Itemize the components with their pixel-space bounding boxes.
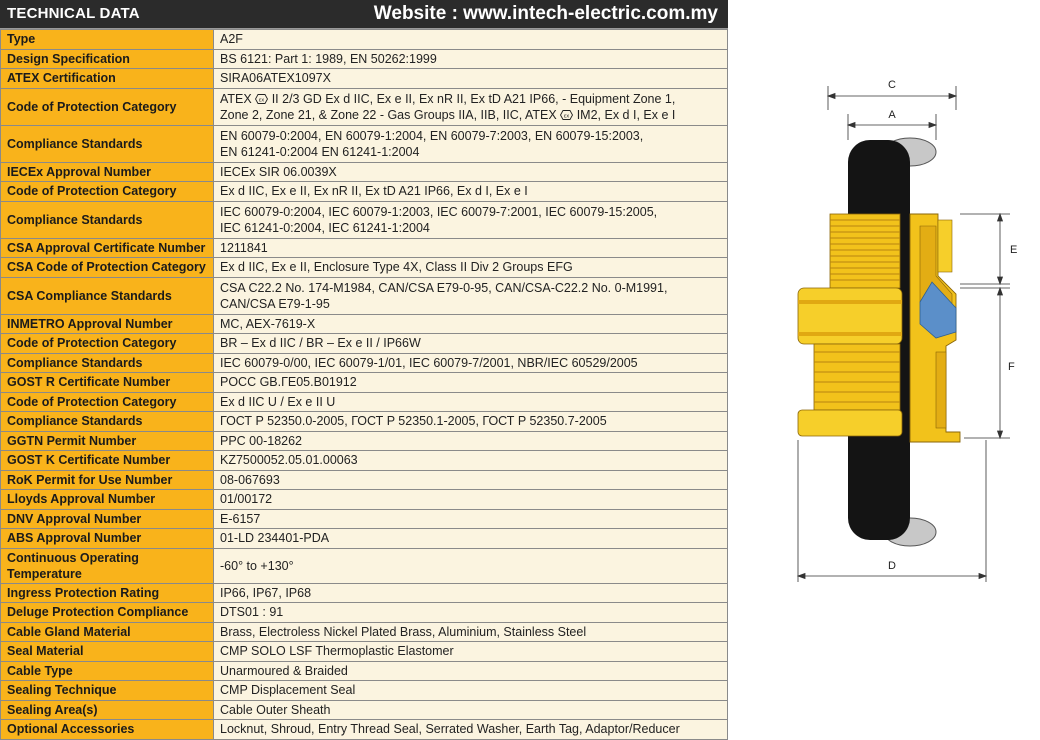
row-label: Sealing Technique xyxy=(1,681,214,701)
dimension-label-c: C xyxy=(888,79,896,91)
entry-thread xyxy=(830,214,900,288)
row-value: BS 6121: Part 1: 1989, EN 50262:1999 xyxy=(214,49,728,69)
row-value: CMP SOLO LSF Thermoplastic Elastomer xyxy=(214,642,728,662)
row-value: 1211841 xyxy=(214,238,728,258)
table-row xyxy=(1,258,728,278)
table-row xyxy=(1,125,728,162)
gland-cross-section xyxy=(760,70,1040,600)
spec-table xyxy=(0,29,728,740)
value-line-1: CSA C22.2 No. 174-M1984, CAN/CSA E79-0-95, CAN/CSA-C22.2 No. 0-M1991, xyxy=(220,280,668,295)
row-value: Locknut, Shroud, Entry Thread Seal, Serrated Washer, Earth Tag, Adaptor/Reducer xyxy=(214,720,728,740)
table-row xyxy=(1,509,728,529)
table-row xyxy=(1,412,728,432)
table-row xyxy=(1,720,728,740)
row-label: Compliance Standards xyxy=(1,353,214,373)
table-row xyxy=(1,30,728,50)
value-line-1: IEC 60079-0:2004, IEC 60079-1:2003, IEC 60079-7:2001, IEC 60079-15:2005, xyxy=(220,204,658,219)
atex-prefix: ATEX xyxy=(220,91,252,106)
table-row xyxy=(1,277,728,314)
row-label: Compliance Standards xyxy=(1,125,214,162)
cable-gland-drawing xyxy=(760,70,1040,600)
row-value xyxy=(214,201,728,238)
row-value: POCC GB.ГЕ05.B01912 xyxy=(214,373,728,393)
row-label: Cable Type xyxy=(1,661,214,681)
row-label: Ingress Protection Rating xyxy=(1,583,214,603)
row-label: CSA Compliance Standards xyxy=(1,277,214,314)
row-label: INMETRO Approval Number xyxy=(1,314,214,334)
row-label: ATEX Certification xyxy=(1,69,214,89)
row-value: IP66, IP67, IP68 xyxy=(214,583,728,603)
row-value: A2F xyxy=(214,30,728,50)
table-row xyxy=(1,162,728,182)
table-row xyxy=(1,201,728,238)
row-label: GOST R Certificate Number xyxy=(1,373,214,393)
table-row xyxy=(1,451,728,471)
gland-cap xyxy=(798,344,902,436)
dimension-label-a: A xyxy=(888,109,896,121)
row-label: CSA Approval Certificate Number xyxy=(1,238,214,258)
row-label: CSA Code of Protection Category xyxy=(1,258,214,278)
value-line-1: EN 60079-0:2004, EN 60079-1:2004, EN 60079-7:2003, EN 60079-15:2003, xyxy=(220,128,644,143)
table-row xyxy=(1,490,728,510)
table-row xyxy=(1,392,728,412)
row-label: GOST K Certificate Number xyxy=(1,451,214,471)
row-value xyxy=(214,125,728,162)
row-value: 08-067693 xyxy=(214,470,728,490)
table-row xyxy=(1,642,728,662)
table-row xyxy=(1,353,728,373)
value-line-2: IEC 61241-0:2004, IEC 61241-1:2004 xyxy=(220,220,430,235)
table-row xyxy=(1,238,728,258)
table-row xyxy=(1,314,728,334)
table-row xyxy=(1,334,728,354)
table-row xyxy=(1,548,728,583)
row-value xyxy=(214,88,728,125)
row-value: SIRA06ATEX1097X xyxy=(214,69,728,89)
dimension-f xyxy=(960,288,1010,438)
table-row xyxy=(1,622,728,642)
row-label: RoK Permit for Use Number xyxy=(1,470,214,490)
gland-section-right xyxy=(910,214,960,442)
row-value: Brass, Electroless Nickel Plated Brass, Aluminium, Stainless Steel xyxy=(214,622,728,642)
table-row xyxy=(1,431,728,451)
row-label: Compliance Standards xyxy=(1,201,214,238)
row-label: Design Specification xyxy=(1,49,214,69)
row-label: Continuous Operating Temperature xyxy=(1,548,214,583)
table-row xyxy=(1,681,728,701)
table-row xyxy=(1,583,728,603)
row-label: Code of Protection Category xyxy=(1,182,214,202)
dimension-e xyxy=(960,214,1010,284)
row-label: Cable Gland Material xyxy=(1,622,214,642)
row-value: DTS01 : 91 xyxy=(214,603,728,623)
row-value: -60° to +130° xyxy=(214,548,728,583)
svg-text:εx: εx xyxy=(564,112,570,119)
atex-text-3: IM2, Ex d I, Ex e I xyxy=(576,107,676,122)
row-label: Code of Protection Category xyxy=(1,334,214,354)
value-line-2: CAN/CSA E79-1-95 xyxy=(220,296,330,311)
table-row xyxy=(1,470,728,490)
table-row xyxy=(1,88,728,125)
table-row xyxy=(1,700,728,720)
row-value: 01/00172 xyxy=(214,490,728,510)
row-value: Unarmoured & Braided xyxy=(214,661,728,681)
row-value: 01-LD 234401-PDA xyxy=(214,529,728,549)
row-value: CMP Displacement Seal xyxy=(214,681,728,701)
row-label: Optional Accessories xyxy=(1,720,214,740)
row-value: PPC 00-18262 xyxy=(214,431,728,451)
row-label: Lloyds Approval Number xyxy=(1,490,214,510)
row-label: Compliance Standards xyxy=(1,412,214,432)
website-link[interactable]: Website : www.intech-electric.com.my xyxy=(373,3,718,24)
row-value: Ex d IIC U / Ex e II U xyxy=(214,392,728,412)
row-label: IECEx Approval Number xyxy=(1,162,214,182)
table-row xyxy=(1,182,728,202)
value-line-2: EN 61241-0:2004 EN 61241-1:2004 xyxy=(220,144,420,159)
header-bar xyxy=(0,0,728,30)
row-value: ГОСТ P 52350.0-2005, ГОСТ P 52350.1-2005, ГОСТ P 52350.7-2005 xyxy=(214,412,728,432)
section-title: TECHNICAL DATA xyxy=(7,5,140,22)
table-row xyxy=(1,373,728,393)
table-row xyxy=(1,661,728,681)
dimension-label-e: E xyxy=(1010,244,1018,256)
table-row xyxy=(1,49,728,69)
gland-hex-body xyxy=(798,288,902,344)
dimension-label-d: D xyxy=(888,560,896,572)
row-value: BR – Ex d IIC / BR – Ex e II / IP66W xyxy=(214,334,728,354)
row-label: Seal Material xyxy=(1,642,214,662)
row-value: MC, AEX-7619-X xyxy=(214,314,728,334)
atex-text-1: II 2/3 GD Ex d IIC, Ex e II, Ex nR II, Ex tD A21 IP66, - Equipment Zone 1, xyxy=(271,91,676,106)
row-label: Deluge Protection Compliance xyxy=(1,603,214,623)
row-value: E-6157 xyxy=(214,509,728,529)
row-value: KZ7500052.05.01.00063 xyxy=(214,451,728,471)
row-value: Cable Outer Sheath xyxy=(214,700,728,720)
table-row xyxy=(1,529,728,549)
row-value: IECEx SIR 06.0039X xyxy=(214,162,728,182)
table-row xyxy=(1,603,728,623)
row-value: IEC 60079-0/00, IEC 60079-1/01, IEC 60079-7/2001, NBR/IEC 60529/2005 xyxy=(214,353,728,373)
atex-text-2: Zone 2, Zone 21, & Zone 22 - Gas Groups IIA, IIB, IIC, ATEX xyxy=(220,107,557,122)
row-label: DNV Approval Number xyxy=(1,509,214,529)
row-value xyxy=(214,277,728,314)
row-label: ABS Approval Number xyxy=(1,529,214,549)
table-row xyxy=(1,69,728,89)
row-label: Sealing Area(s) xyxy=(1,700,214,720)
row-label: Code of Protection Category xyxy=(1,88,214,125)
ex-hexagon-icon xyxy=(560,110,573,120)
ex-hexagon-icon xyxy=(255,94,268,104)
dimension-label-f: F xyxy=(1008,361,1015,373)
row-label: GGTN Permit Number xyxy=(1,431,214,451)
row-value: Ex d IIC, Ex e II, Enclosure Type 4X, Class II Div 2 Groups EFG xyxy=(214,258,728,278)
svg-text:εx: εx xyxy=(259,96,265,103)
row-label: Type xyxy=(1,30,214,50)
row-value: Ex d IIC, Ex e II, Ex nR II, Ex tD A21 IP66, Ex d I, Ex e I xyxy=(214,182,728,202)
row-label: Code of Protection Category xyxy=(1,392,214,412)
